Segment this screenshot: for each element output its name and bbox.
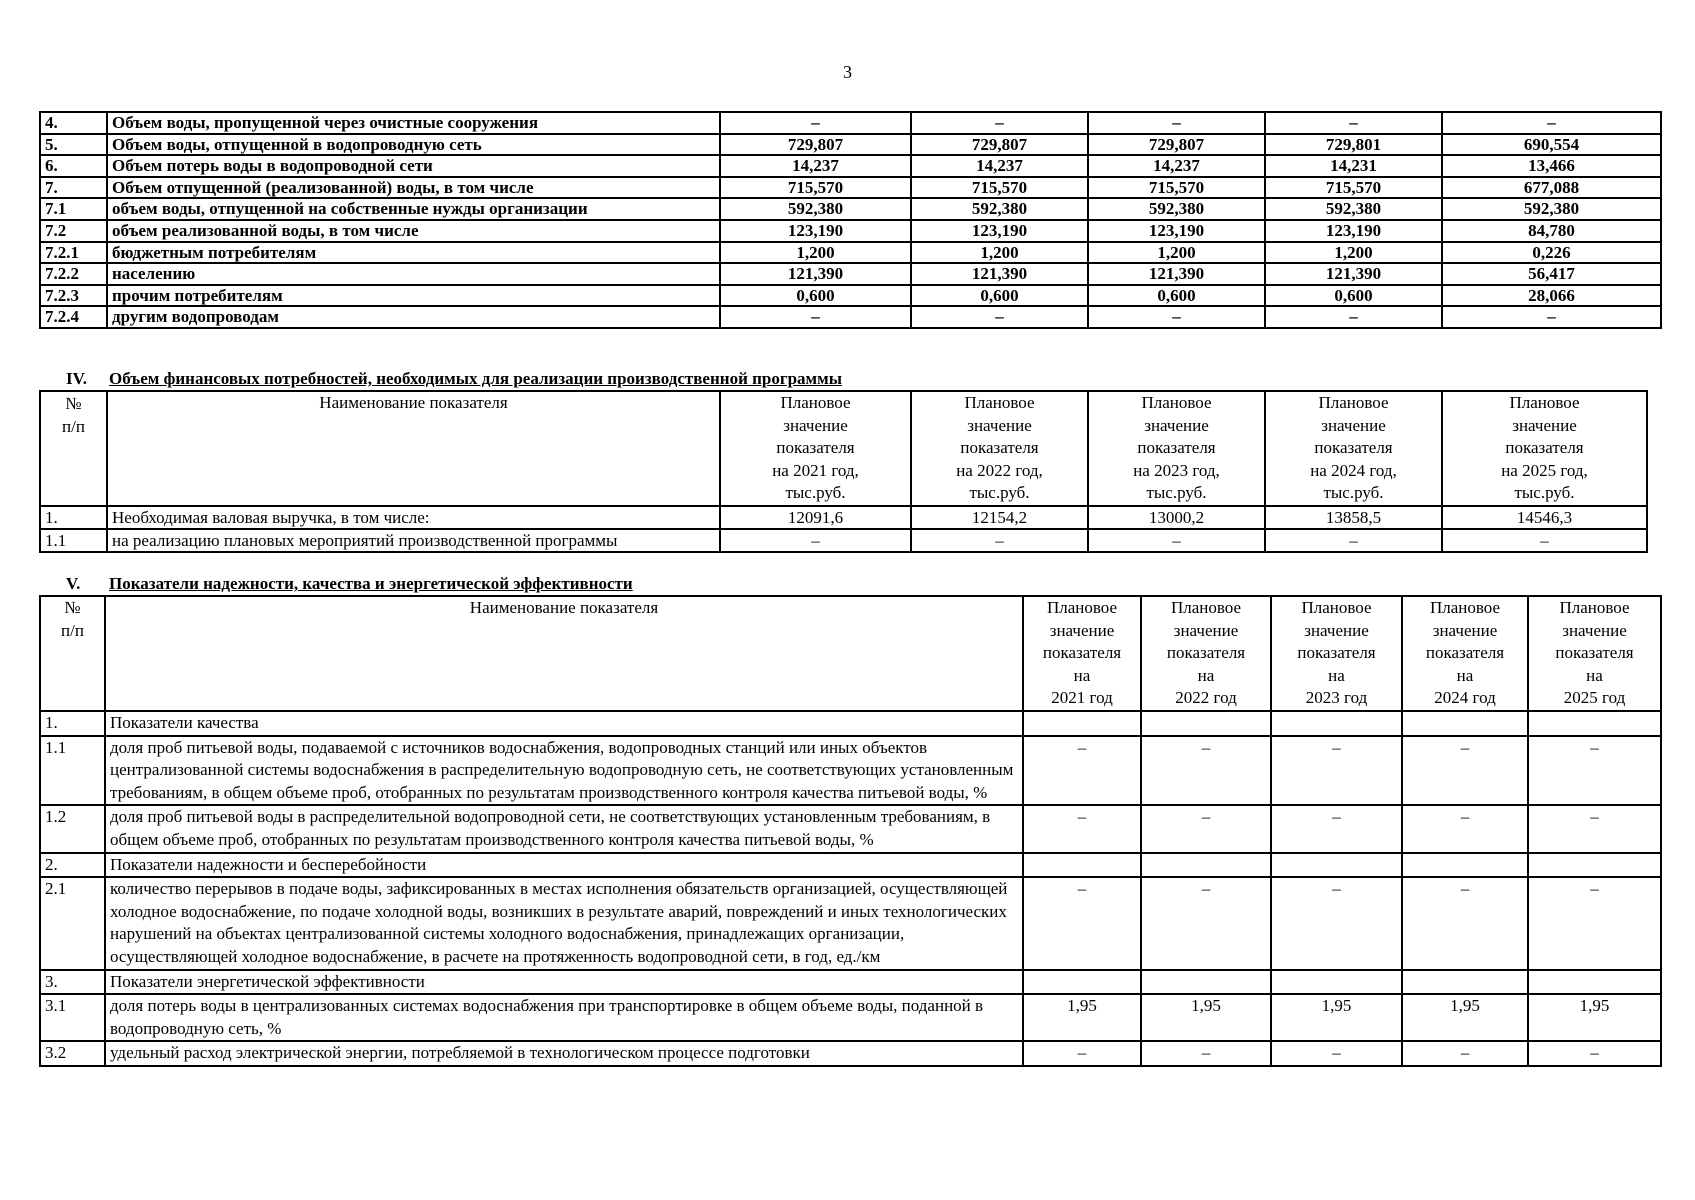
row-value: – xyxy=(1271,805,1402,852)
row-value xyxy=(1023,970,1141,995)
row-value: 0,226 xyxy=(1442,242,1661,264)
section-4-title xyxy=(39,369,842,389)
row-value: 123,190 xyxy=(720,220,911,242)
table-row xyxy=(40,306,1661,328)
row-name: Объем потерь воды в водопроводной сети xyxy=(107,155,720,177)
table-row xyxy=(40,134,1661,156)
section-4-number: IV. xyxy=(66,369,87,388)
row-value: – xyxy=(1265,112,1442,134)
row-value: 1,200 xyxy=(911,242,1088,264)
row-value: – xyxy=(1442,306,1661,328)
row-value: 14,237 xyxy=(720,155,911,177)
col-header-num: № п/п xyxy=(40,596,105,711)
row-value: – xyxy=(1442,112,1661,134)
row-value: 1,95 xyxy=(1528,994,1661,1041)
row-number: 1.2 xyxy=(40,805,105,852)
row-value: 121,390 xyxy=(1088,263,1265,285)
table-row xyxy=(40,242,1661,264)
row-value: – xyxy=(1088,306,1265,328)
row-value: 1,95 xyxy=(1271,994,1402,1041)
row-value xyxy=(1402,853,1528,878)
row-value: 28,066 xyxy=(1442,285,1661,307)
financial-needs-table-body xyxy=(40,391,1647,552)
table-row xyxy=(40,877,1661,969)
row-value: 12091,6 xyxy=(720,506,911,529)
row-value xyxy=(1271,970,1402,995)
row-number: 5. xyxy=(40,134,107,156)
row-name: Показатели качества xyxy=(105,711,1023,736)
col-header-2025: Плановое значение показателя на 2025 год, тыс.руб. xyxy=(1442,391,1647,506)
row-name: на реализацию плановых мероприятий производственной программы xyxy=(107,529,720,552)
row-name: удельный расход электрической энергии, потребляемой в технологическом процессе подготовки xyxy=(105,1041,1023,1066)
row-value: 13000,2 xyxy=(1088,506,1265,529)
row-value: 1,200 xyxy=(1265,242,1442,264)
col-header-num: № п/п xyxy=(40,391,107,506)
row-name: другим водопроводам xyxy=(107,306,720,328)
row-value: 12154,2 xyxy=(911,506,1088,529)
row-number: 6. xyxy=(40,155,107,177)
row-number: 1. xyxy=(40,711,105,736)
section-5-number: V. xyxy=(66,574,81,593)
row-value: – xyxy=(1141,877,1271,969)
row-value: – xyxy=(1023,1041,1141,1066)
row-value: – xyxy=(720,529,911,552)
row-value xyxy=(1141,853,1271,878)
col-header-2022: Плановое значение показателя на 2022 год xyxy=(1141,596,1271,711)
table-row xyxy=(40,263,1661,285)
row-value: 123,190 xyxy=(1088,220,1265,242)
row-value: 0,600 xyxy=(1265,285,1442,307)
row-value: 592,380 xyxy=(1265,198,1442,220)
row-number: 7.2.1 xyxy=(40,242,107,264)
table-row xyxy=(40,198,1661,220)
row-value: – xyxy=(1141,1041,1271,1066)
table-row xyxy=(40,112,1661,134)
row-value: 677,088 xyxy=(1442,177,1661,199)
section-4-heading: Объем финансовых потребностей, необходимых для реализации производственной программы xyxy=(109,369,842,388)
reliability-quality-table xyxy=(39,595,1662,1067)
row-value: – xyxy=(1402,1041,1528,1066)
col-header-2024: Плановое значение показателя на 2024 год xyxy=(1402,596,1528,711)
row-value: 592,380 xyxy=(1442,198,1661,220)
row-value: – xyxy=(1402,805,1528,852)
row-value: – xyxy=(1402,736,1528,806)
row-value: – xyxy=(1088,529,1265,552)
row-value: 729,801 xyxy=(1265,134,1442,156)
row-value: 56,417 xyxy=(1442,263,1661,285)
row-value: 715,570 xyxy=(1265,177,1442,199)
table-row xyxy=(40,506,1647,529)
table-row xyxy=(40,736,1661,806)
row-number: 4. xyxy=(40,112,107,134)
row-value: – xyxy=(1023,805,1141,852)
col-header-2021: Плановое значение показателя на 2021 год xyxy=(1023,596,1141,711)
row-number: 3.1 xyxy=(40,994,105,1041)
row-value: – xyxy=(1271,877,1402,969)
row-number: 2. xyxy=(40,853,105,878)
row-number: 1. xyxy=(40,506,107,529)
row-value: 729,807 xyxy=(1088,134,1265,156)
row-value: 0,600 xyxy=(1088,285,1265,307)
row-value: – xyxy=(1023,736,1141,806)
row-value: 715,570 xyxy=(911,177,1088,199)
row-name: объем воды, отпущенной на собственные нужды организации xyxy=(107,198,720,220)
row-value: 14,237 xyxy=(911,155,1088,177)
row-value: – xyxy=(1442,529,1647,552)
water-volume-table-body xyxy=(40,112,1661,328)
row-number: 1.1 xyxy=(40,529,107,552)
row-value: 13,466 xyxy=(1442,155,1661,177)
row-value: 1,95 xyxy=(1402,994,1528,1041)
row-value: 121,390 xyxy=(720,263,911,285)
row-name: доля проб питьевой воды в распределительной водопроводной сети, не соответствующих установленным требованиям, в общем объеме проб, отобранных по результатам производственного контроля качества питьевой воды, % xyxy=(105,805,1023,852)
row-value: – xyxy=(1265,306,1442,328)
row-value xyxy=(1141,970,1271,995)
col-header-2023: Плановое значение показателя на 2023 год, тыс.руб. xyxy=(1088,391,1265,506)
row-value: 84,780 xyxy=(1442,220,1661,242)
row-value: 123,190 xyxy=(911,220,1088,242)
row-value: – xyxy=(1402,877,1528,969)
row-value: 0,600 xyxy=(720,285,911,307)
row-number: 7.1 xyxy=(40,198,107,220)
row-value xyxy=(1141,711,1271,736)
row-value: 592,380 xyxy=(911,198,1088,220)
row-value: 1,95 xyxy=(1141,994,1271,1041)
row-value: 729,807 xyxy=(911,134,1088,156)
row-value: 1,95 xyxy=(1023,994,1141,1041)
water-volume-table xyxy=(39,111,1662,329)
section-5-heading: Показатели надежности, качества и энергетической эффективности xyxy=(109,574,633,593)
row-name: Показатели надежности и бесперебойности xyxy=(105,853,1023,878)
row-name: Объем воды, пропущенной через очистные сооружения xyxy=(107,112,720,134)
row-value: – xyxy=(1528,805,1661,852)
row-value: – xyxy=(720,306,911,328)
row-name: бюджетным потребителям xyxy=(107,242,720,264)
row-value: – xyxy=(720,112,911,134)
row-name: населению xyxy=(107,263,720,285)
row-value: 715,570 xyxy=(1088,177,1265,199)
row-value: 13858,5 xyxy=(1265,506,1442,529)
row-name: прочим потребителям xyxy=(107,285,720,307)
row-value xyxy=(1528,970,1661,995)
table-row xyxy=(40,994,1661,1041)
row-value: 729,807 xyxy=(720,134,911,156)
row-number: 1.1 xyxy=(40,736,105,806)
table-row xyxy=(40,285,1661,307)
row-value: 121,390 xyxy=(1265,263,1442,285)
row-value xyxy=(1528,853,1661,878)
table-row xyxy=(40,220,1661,242)
row-name: Объем отпущенной (реализованной) воды, в том числе xyxy=(107,177,720,199)
row-value: 1,200 xyxy=(1088,242,1265,264)
col-header-2022: Плановое значение показателя на 2022 год, тыс.руб. xyxy=(911,391,1088,506)
row-name: объем реализованной воды, в том числе xyxy=(107,220,720,242)
row-number: 2.1 xyxy=(40,877,105,969)
col-header-2023: Плановое значение показателя на 2023 год xyxy=(1271,596,1402,711)
row-value: – xyxy=(1141,805,1271,852)
row-name: Объем воды, отпущенной в водопроводную сеть xyxy=(107,134,720,156)
row-number: 7.2 xyxy=(40,220,107,242)
row-value: – xyxy=(1265,529,1442,552)
col-header-name: Наименование показателя xyxy=(105,596,1023,711)
table-header-row xyxy=(40,391,1647,506)
row-value: 592,380 xyxy=(1088,198,1265,220)
col-header-2025: Плановое значение показателя на 2025 год xyxy=(1528,596,1661,711)
row-number: 7.2.2 xyxy=(40,263,107,285)
row-value: 690,554 xyxy=(1442,134,1661,156)
row-value: 0,600 xyxy=(911,285,1088,307)
page-number: 3 xyxy=(843,62,852,82)
row-value xyxy=(1402,970,1528,995)
row-value: – xyxy=(1528,1041,1661,1066)
table-row xyxy=(40,155,1661,177)
col-header-2021: Плановое значение показателя на 2021 год, тыс.руб. xyxy=(720,391,911,506)
row-value: 14546,3 xyxy=(1442,506,1647,529)
row-value: 123,190 xyxy=(1265,220,1442,242)
row-value xyxy=(1271,711,1402,736)
col-header-name: Наименование показателя xyxy=(107,391,720,506)
row-value xyxy=(1271,853,1402,878)
row-value: – xyxy=(911,306,1088,328)
row-name: количество перерывов в подаче воды, зафиксированных в местах исполнения обязательств организацией, осуществляющей холодное водоснабжение, по подаче холодной воды, возникших в результате аварий, повреждений и иных технологических нарушений на объектах централизованной системы холодного водоснабжения, принадлежащих организации, осуществляющей холодное водоснабжение, в расчете на протяженность водопроводной сети, в год, ед./км xyxy=(105,877,1023,969)
row-value: 14,237 xyxy=(1088,155,1265,177)
table-row xyxy=(40,529,1647,552)
reliability-quality-table-body xyxy=(40,596,1661,1066)
row-number: 7. xyxy=(40,177,107,199)
row-value: 715,570 xyxy=(720,177,911,199)
table-row xyxy=(40,711,1661,736)
row-value xyxy=(1528,711,1661,736)
table-header-row xyxy=(40,596,1661,711)
row-value: – xyxy=(911,112,1088,134)
row-number: 7.2.4 xyxy=(40,306,107,328)
row-value xyxy=(1023,853,1141,878)
row-value xyxy=(1402,711,1528,736)
row-value: – xyxy=(1528,736,1661,806)
row-value: – xyxy=(1141,736,1271,806)
row-value: – xyxy=(911,529,1088,552)
row-value: – xyxy=(1528,877,1661,969)
table-row xyxy=(40,1041,1661,1066)
row-value: 592,380 xyxy=(720,198,911,220)
row-value: 121,390 xyxy=(911,263,1088,285)
section-5-title xyxy=(39,574,633,594)
col-header-2024: Плановое значение показателя на 2024 год, тыс.руб. xyxy=(1265,391,1442,506)
row-value: – xyxy=(1271,736,1402,806)
table-row xyxy=(40,805,1661,852)
row-name: Показатели энергетической эффективности xyxy=(105,970,1023,995)
table-row xyxy=(40,853,1661,878)
row-name: доля потерь воды в централизованных системах водоснабжения при транспортировке в общем объеме воды, поданной в водопроводную сеть, % xyxy=(105,994,1023,1041)
table-row xyxy=(40,970,1661,995)
financial-needs-table xyxy=(39,390,1648,553)
row-number: 3.2 xyxy=(40,1041,105,1066)
row-value xyxy=(1023,711,1141,736)
row-value: 1,200 xyxy=(720,242,911,264)
row-value: – xyxy=(1271,1041,1402,1066)
row-value: 14,231 xyxy=(1265,155,1442,177)
row-name: доля проб питьевой воды, подаваемой с источников водоснабжения, водопроводных станций или иных объектов централизованной системы водоснабжения в распределительную водопроводную сеть, не соответствующих установленным требованиям, в общем объеме проб, отобранных по результатам производственного контроля качества питьевой воды, % xyxy=(105,736,1023,806)
row-value: – xyxy=(1023,877,1141,969)
row-number: 7.2.3 xyxy=(40,285,107,307)
row-name: Необходимая валовая выручка, в том числе: xyxy=(107,506,720,529)
row-value: – xyxy=(1088,112,1265,134)
table-row xyxy=(40,177,1661,199)
row-number: 3. xyxy=(40,970,105,995)
